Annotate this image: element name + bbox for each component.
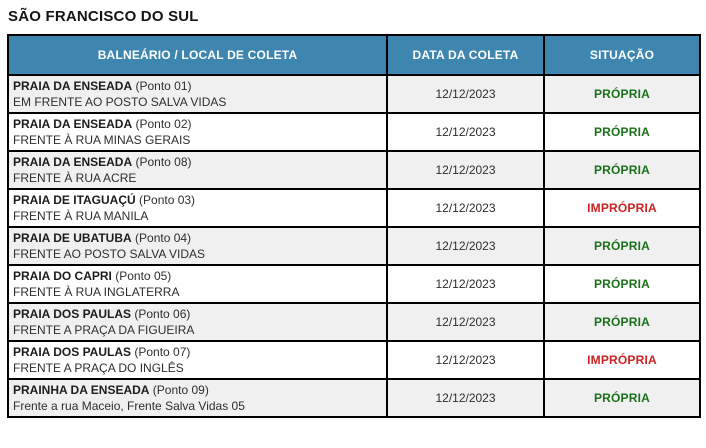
beach-location-cell [8, 341, 387, 379]
table-body [8, 75, 700, 417]
beach-location-cell [8, 113, 387, 151]
collection-date: 12/12/2023 [387, 75, 544, 113]
location-description: FRENTE À RUA INGLATERRA [13, 285, 180, 299]
table-row [8, 341, 700, 379]
status-text: PRÓPRIA [544, 75, 700, 113]
beach-location-cell [8, 151, 387, 189]
beach-name: PRAIA DOS PAULAS [13, 345, 132, 359]
beach-location-cell [8, 379, 387, 417]
collection-point: (Ponto 03) [139, 193, 196, 207]
beach-location-cell [8, 75, 387, 113]
collection-point: (Ponto 09) [152, 383, 209, 397]
status-text: PRÓPRIA [544, 227, 700, 265]
collection-date: 12/12/2023 [387, 227, 544, 265]
table-row [8, 379, 700, 417]
location-description: FRENTE À RUA MANILA [13, 209, 149, 223]
table-row [8, 303, 700, 341]
location-description: Frente a rua Maceio, Frente Salva Vidas 05 [13, 399, 245, 413]
location-description: FRENTE A PRAÇA DO INGLÊS [13, 361, 184, 375]
collection-date: 12/12/2023 [387, 265, 544, 303]
beach-name: PRAIA DOS PAULAS [13, 307, 132, 321]
table-row [8, 75, 700, 113]
beach-location-cell [8, 227, 387, 265]
beach-location-cell [8, 189, 387, 227]
status-text: PRÓPRIA [544, 265, 700, 303]
beach-location-cell [8, 265, 387, 303]
status-text: IMPRÓPRIA [544, 189, 700, 227]
beach-name: PRAIA DE ITAGUAÇÚ [13, 193, 136, 207]
location-description: FRENTE À RUA ACRE [13, 171, 137, 185]
collection-date: 12/12/2023 [387, 341, 544, 379]
column-header-status: SITUAÇÃO [544, 35, 700, 75]
beach-name: PRAIA DA ENSEADA [13, 117, 133, 131]
status-text: PRÓPRIA [544, 379, 700, 417]
collection-point: (Ponto 04) [135, 231, 192, 245]
collection-date: 12/12/2023 [387, 189, 544, 227]
status-text: PRÓPRIA [544, 151, 700, 189]
column-header-date: DATA DA COLETA [387, 35, 544, 75]
beach-name: PRAIA DE UBATUBA [13, 231, 132, 245]
collection-point: (Ponto 05) [115, 269, 172, 283]
table-row [8, 113, 700, 151]
collection-point: (Ponto 06) [134, 307, 191, 321]
location-description: FRENTE AO POSTO SALVA VIDAS [13, 247, 206, 261]
status-text: PRÓPRIA [544, 113, 700, 151]
collection-point: (Ponto 08) [135, 155, 192, 169]
location-description: EM FRENTE AO POSTO SALVA VIDAS [13, 95, 227, 109]
collection-point: (Ponto 07) [134, 345, 191, 359]
table-row [8, 265, 700, 303]
collection-date: 12/12/2023 [387, 303, 544, 341]
table-row [8, 227, 700, 265]
collection-date: 12/12/2023 [387, 151, 544, 189]
beach-name: PRAIA DA ENSEADA [13, 79, 133, 93]
collection-point: (Ponto 01) [135, 79, 192, 93]
table-row [8, 189, 700, 227]
beach-name: PRAIA DA ENSEADA [13, 155, 133, 169]
collection-date: 12/12/2023 [387, 113, 544, 151]
table-header-row [8, 35, 700, 75]
beach-name: PRAIA DO CAPRI [13, 269, 112, 283]
collection-point: (Ponto 02) [135, 117, 192, 131]
status-text: PRÓPRIA [544, 303, 700, 341]
location-description: FRENTE A PRAÇA DA FIGUEIRA [13, 323, 195, 337]
page-title: SÃO FRANCISCO DO SUL [8, 8, 199, 25]
table-row [8, 151, 700, 189]
water-quality-table [7, 34, 701, 418]
collection-date: 12/12/2023 [387, 379, 544, 417]
location-description: FRENTE À RUA MINAS GERAIS [13, 133, 191, 147]
status-text: IMPRÓPRIA [544, 341, 700, 379]
beach-location-cell [8, 303, 387, 341]
column-header-local: BALNEÁRIO / LOCAL DE COLETA [8, 35, 387, 75]
beach-name: PRAINHA DA ENSEADA [13, 383, 150, 397]
